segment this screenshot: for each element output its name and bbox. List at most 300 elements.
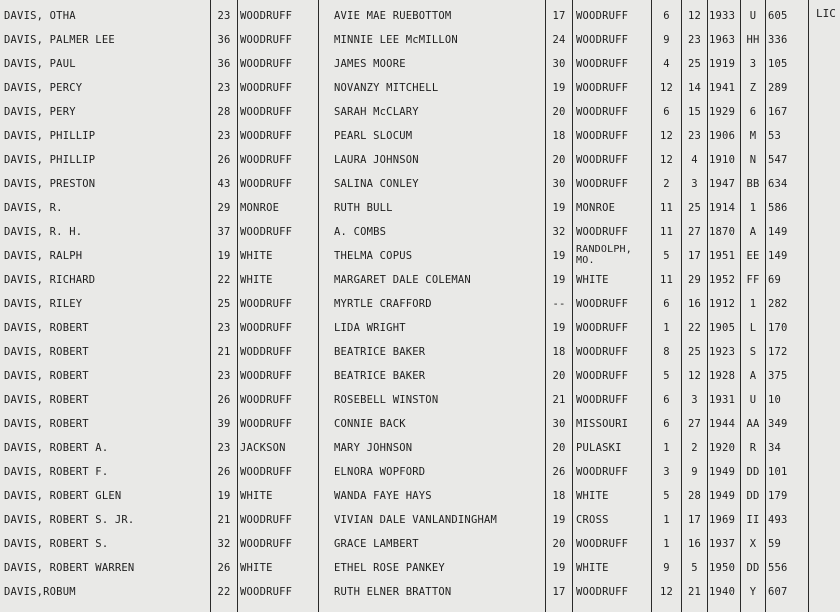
year: 1929 (709, 106, 736, 118)
book: DD (746, 490, 760, 502)
groom-name: DAVIS, R. (4, 202, 63, 214)
bride-age: 19 (552, 274, 566, 286)
book: Z (749, 82, 757, 94)
groom-age: 23 (217, 10, 231, 22)
groom-name: DAVIS, ROBERT WARREN (4, 562, 135, 574)
day: 23 (687, 34, 702, 46)
groom-county: WOODRUFF (240, 58, 293, 70)
groom-name: DAVIS, ROBERT A. (4, 442, 109, 454)
bride-county: WOODRUFF (576, 538, 629, 550)
page: 53 (768, 130, 782, 142)
month: 4 (663, 58, 670, 70)
day: 16 (687, 538, 702, 550)
groom-name: DAVIS, PHILLIP (4, 130, 96, 142)
groom-age: 26 (217, 394, 231, 406)
year: 1910 (709, 154, 736, 166)
bride-county: MONROE (576, 202, 616, 214)
table-row (0, 28, 840, 52)
bride-name: THELMA COPUS (334, 250, 413, 262)
table-row (0, 436, 840, 460)
page: 105 (768, 58, 788, 70)
year: 1944 (709, 418, 736, 430)
table-row (0, 460, 840, 484)
day: 4 (691, 154, 698, 166)
year: 1969 (709, 514, 736, 526)
bride-county: WOODRUFF (576, 322, 629, 334)
bride-county: WOODRUFF (576, 10, 629, 22)
bride-age: 20 (552, 370, 566, 382)
bride-name: ETHEL ROSE PANKEY (334, 562, 445, 574)
month: 1 (663, 322, 670, 334)
table-row (0, 508, 840, 532)
table-row (0, 124, 840, 148)
page: 547 (768, 154, 788, 166)
year: 1931 (709, 394, 736, 406)
page: 375 (768, 370, 788, 382)
bride-age: 20 (552, 442, 566, 454)
month: 6 (663, 10, 670, 22)
groom-name: DAVIS, PERCY (4, 82, 83, 94)
groom-age: 36 (217, 58, 231, 70)
groom-county: WHITE (240, 562, 273, 574)
month: 12 (659, 82, 674, 94)
day: 17 (687, 514, 702, 526)
page: 101 (768, 466, 788, 478)
book: S (749, 346, 757, 358)
page: 289 (768, 82, 788, 94)
bride-name: MARY JOHNSON (334, 442, 413, 454)
month: 8 (663, 346, 670, 358)
bride-name: ELNORA WOPFORD (334, 466, 426, 478)
year: 1914 (709, 202, 736, 214)
bride-age: 18 (552, 130, 566, 142)
month: 5 (663, 490, 670, 502)
page: 179 (768, 490, 788, 502)
day: 27 (687, 226, 702, 238)
bride-name: CONNIE BACK (334, 418, 406, 430)
page: 349 (768, 418, 788, 430)
groom-name: DAVIS, ROBERT (4, 346, 89, 358)
bride-county: WOODRUFF (576, 82, 629, 94)
groom-name: DAVIS, OTHA (4, 10, 76, 22)
groom-county: WOODRUFF (240, 178, 293, 190)
bride-name: VIVIAN DALE VANLANDINGHAM (334, 514, 498, 526)
year: 1949 (709, 490, 736, 502)
book: L (749, 322, 757, 334)
month: 1 (663, 514, 670, 526)
book: R (749, 442, 757, 454)
bride-county: WOODRUFF (576, 106, 629, 118)
year: 1949 (709, 466, 736, 478)
day: 14 (687, 82, 702, 94)
bride-county: WOODRUFF (576, 154, 629, 166)
day: 27 (687, 418, 702, 430)
groom-age: 39 (217, 418, 231, 430)
book: EE (746, 250, 760, 262)
book: A (749, 226, 757, 238)
bride-county: WOODRUFF (576, 178, 629, 190)
bride-age: 32 (552, 226, 566, 238)
year: 1963 (709, 34, 736, 46)
bride-county: WOODRUFF (576, 298, 629, 310)
bride-name: AVIE MAE RUEBOTTOM (334, 10, 452, 22)
groom-age: 21 (217, 514, 231, 526)
page: 149 (768, 226, 788, 238)
bride-age: 24 (552, 34, 566, 46)
book: DD (746, 562, 760, 574)
bride-age: 20 (552, 154, 566, 166)
day: 29 (687, 274, 702, 286)
page: 69 (768, 274, 782, 286)
book: 1 (749, 298, 757, 310)
year: 1905 (709, 322, 736, 334)
groom-county: WODDRUFF (240, 346, 293, 358)
groom-name: DAVIS, ROBERT S. (4, 538, 109, 550)
day: 2 (691, 442, 698, 454)
day: 25 (687, 346, 702, 358)
groom-age: 23 (217, 82, 231, 94)
groom-name: DAVIS, ROBERT (4, 322, 89, 334)
page: 149 (768, 250, 788, 262)
groom-name: DAVIS, ROBERT S. JR. (4, 514, 135, 526)
day: 3 (691, 178, 698, 190)
groom-county: WHITE (240, 490, 273, 502)
bride-county: WOODRUFF (576, 346, 629, 358)
book: BB (746, 178, 760, 190)
bride-age: 20 (552, 538, 566, 550)
bride-name: PEARL SLOCUM (334, 130, 413, 142)
book: N (749, 154, 757, 166)
groom-county: WHITE (240, 274, 273, 286)
groom-county: WOODRUFF (240, 34, 293, 46)
month: 5 (663, 370, 670, 382)
bride-county: WOODRUFF (576, 394, 629, 406)
groom-age: 23 (217, 130, 231, 142)
groom-name: DAVIS, RILEY (4, 298, 83, 310)
bride-county: RANDOLPH, MO. (576, 244, 632, 266)
month: 12 (659, 586, 674, 598)
bride-age: -- (552, 298, 566, 310)
groom-age: 23 (217, 370, 231, 382)
groom-age: 23 (217, 322, 231, 334)
day: 17 (687, 250, 702, 262)
month: 11 (659, 274, 674, 286)
day: 22 (687, 322, 702, 334)
day: 5 (691, 562, 698, 574)
book: M (749, 130, 757, 142)
groom-age: 22 (217, 586, 231, 598)
bride-county: WHITE (576, 274, 609, 286)
year: 1920 (709, 442, 736, 454)
bride-name: MARGARET DALE COLEMAN (334, 274, 471, 286)
groom-age: 36 (217, 34, 231, 46)
groom-county: MONROE (240, 202, 280, 214)
bride-age: 19 (552, 514, 566, 526)
bride-age: 18 (552, 490, 566, 502)
groom-county: WOODRUFF (240, 82, 293, 94)
bride-county: WOODRUFF (576, 58, 629, 70)
table-row (0, 580, 840, 604)
groom-age: 22 (217, 274, 231, 286)
bride-name: A. COMBS (334, 226, 387, 238)
table-row (0, 244, 840, 268)
table-row (0, 172, 840, 196)
day: 25 (687, 202, 702, 214)
month: 5 (663, 250, 670, 262)
groom-name: DAVIS, RICHARD (4, 274, 96, 286)
bride-age: 26 (552, 466, 566, 478)
bride-name: NOVANZY MITCHELL (334, 82, 439, 94)
groom-county: WOODRUFF (240, 130, 293, 142)
page: 34 (768, 442, 782, 454)
bride-county: WOODRUFF (576, 130, 629, 142)
bride-county: WOODRUFF (576, 370, 629, 382)
year: 1947 (709, 178, 736, 190)
month: 11 (659, 226, 674, 238)
day: 28 (687, 490, 702, 502)
page: 172 (768, 346, 788, 358)
page: 634 (768, 178, 788, 190)
book: 3 (749, 58, 757, 70)
groom-name: DAVIS, ROBERT F. (4, 466, 109, 478)
groom-county: WOODRUFF (240, 538, 293, 550)
month: 12 (659, 130, 674, 142)
bride-name: LAURA JOHNSON (334, 154, 419, 166)
groom-age: 26 (217, 154, 231, 166)
page: 605 (768, 10, 788, 22)
bride-name: LIDA WRIGHT (334, 322, 406, 334)
groom-age: 37 (217, 226, 231, 238)
groom-age: 32 (217, 538, 231, 550)
book: AA (746, 418, 760, 430)
bride-name: RUTH ELNER BRATTON (334, 586, 452, 598)
groom-name: DAVIS,ROBUM (4, 586, 76, 598)
groom-age: 19 (217, 490, 231, 502)
bride-name: SARAH McCLARY (334, 106, 419, 118)
groom-age: 28 (217, 106, 231, 118)
month: 1 (663, 538, 670, 550)
bride-age: 21 (552, 394, 566, 406)
month: 2 (663, 178, 670, 190)
table-row (0, 388, 840, 412)
groom-county: WOODRUFF (240, 418, 293, 430)
bride-county: WOODRUFF (576, 226, 629, 238)
month: 12 (659, 154, 674, 166)
bride-county: PULASKI (576, 442, 622, 454)
year: 1923 (709, 346, 736, 358)
bride-age: 17 (552, 10, 566, 22)
month: 6 (663, 394, 670, 406)
book: II (746, 514, 760, 526)
bride-county: CROSS (576, 514, 609, 526)
groom-county: JACKSON (240, 442, 286, 454)
year: 1952 (709, 274, 736, 286)
table-row (0, 100, 840, 124)
groom-age: 29 (217, 202, 231, 214)
groom-county: WOODRUFF (240, 226, 293, 238)
groom-name: DAVIS, ROBERT (4, 370, 89, 382)
day: 12 (687, 10, 702, 22)
bride-name: BEATRICE BAKER (334, 346, 426, 358)
table-row (0, 556, 840, 580)
month: 6 (663, 418, 670, 430)
groom-county: WOODRUFF (240, 154, 293, 166)
day: 9 (691, 466, 698, 478)
table-row (0, 52, 840, 76)
groom-name: DAVIS, PAUL (4, 58, 76, 70)
month: 6 (663, 298, 670, 310)
groom-county: WOODRUFF (240, 466, 293, 478)
table-row (0, 340, 840, 364)
groom-age: 26 (217, 562, 231, 574)
groom-county: WOODRUFF (240, 298, 293, 310)
table-row (0, 196, 840, 220)
month: 3 (663, 466, 670, 478)
bride-name: ROSEBELL WINSTON (334, 394, 439, 406)
groom-age: 43 (217, 178, 231, 190)
bride-age: 30 (552, 58, 566, 70)
bride-age: 19 (552, 562, 566, 574)
year: 1919 (709, 58, 736, 70)
year: 1940 (709, 586, 736, 598)
year: 1941 (709, 82, 736, 94)
table-row (0, 292, 840, 316)
page: 10 (768, 394, 782, 406)
year: 1950 (709, 562, 736, 574)
groom-name: DAVIS, ROBERT (4, 394, 89, 406)
bride-county: WHITE (576, 562, 609, 574)
groom-age: 26 (217, 466, 231, 478)
groom-county: WOODRUFF (240, 514, 293, 526)
book: 1 (749, 202, 757, 214)
bride-county: WOODRUFF (576, 466, 629, 478)
month: 9 (663, 562, 670, 574)
table-row (0, 4, 840, 28)
table-row (0, 484, 840, 508)
book: 6 (749, 106, 757, 118)
table-row (0, 268, 840, 292)
day: 16 (687, 298, 702, 310)
bride-age: 19 (552, 250, 566, 262)
book: FF (746, 274, 760, 286)
day: 15 (687, 106, 702, 118)
year: 1937 (709, 538, 736, 550)
year: 1928 (709, 370, 736, 382)
bride-name: JAMES MOORE (334, 58, 406, 70)
groom-age: 25 (217, 298, 231, 310)
groom-name: DAVIS, PALMER LEE (4, 34, 115, 46)
groom-county: WOODRUFF (240, 370, 293, 382)
bride-name: MINNIE LEE McMILLON (334, 34, 458, 46)
bride-name: SALINA CONLEY (334, 178, 419, 190)
groom-name: DAVIS, RALPH (4, 250, 83, 262)
page: 167 (768, 106, 788, 118)
table-row (0, 148, 840, 172)
bride-name: BEATRICE BAKER (334, 370, 426, 382)
page: 493 (768, 514, 788, 526)
page: 556 (768, 562, 788, 574)
bride-age: 19 (552, 82, 566, 94)
bride-age: 18 (552, 346, 566, 358)
table-row (0, 76, 840, 100)
day: 25 (687, 58, 702, 70)
page: 586 (768, 202, 788, 214)
bride-age: 30 (552, 418, 566, 430)
page: 59 (768, 538, 782, 550)
bride-age: 20 (552, 106, 566, 118)
month: 9 (663, 34, 670, 46)
bride-county: MISSOURI (576, 418, 629, 430)
bride-name: WANDA FAYE HAYS (334, 490, 432, 502)
book: U (749, 394, 757, 406)
year: 1906 (709, 130, 736, 142)
groom-county: WHITE (240, 250, 273, 262)
groom-age: 19 (217, 250, 231, 262)
groom-name: DAVIS, ROBERT (4, 418, 89, 430)
bride-name: RUTH BULL (334, 202, 393, 214)
groom-name: DAVIS, ROBERT GLEN (4, 490, 122, 502)
day: 3 (691, 394, 698, 406)
groom-age: 23 (217, 442, 231, 454)
year: 1870 (709, 226, 736, 238)
bride-county: WOODRUFF (576, 586, 629, 598)
bride-name: MYRTLE CRAFFORD (334, 298, 432, 310)
page: 607 (768, 586, 788, 598)
groom-county: WOODRUFF (240, 106, 293, 118)
month: 11 (659, 202, 674, 214)
month: 6 (663, 106, 670, 118)
page: 282 (768, 298, 788, 310)
month: 1 (663, 442, 670, 454)
table-row (0, 412, 840, 436)
bride-county: WHITE (576, 490, 609, 502)
table-row (0, 364, 840, 388)
year: 1912 (709, 298, 736, 310)
groom-name: DAVIS, PRESTON (4, 178, 96, 190)
book: U (749, 10, 757, 22)
table-row (0, 316, 840, 340)
bride-name: GRACE LAMBERT (334, 538, 419, 550)
table-row (0, 532, 840, 556)
book: HH (746, 34, 760, 46)
lic-header: LIC (816, 7, 836, 20)
bride-age: 17 (552, 586, 566, 598)
groom-name: DAVIS, PERY (4, 106, 76, 118)
bride-age: 19 (552, 202, 566, 214)
book: DD (746, 466, 760, 478)
bride-age: 30 (552, 178, 566, 190)
groom-age: 21 (217, 346, 231, 358)
groom-county: WOODRUFF (240, 322, 293, 334)
table-row (0, 220, 840, 244)
year: 1933 (709, 10, 736, 22)
day: 21 (687, 586, 702, 598)
bride-county: WOODRUFF (576, 34, 629, 46)
book: Y (749, 586, 757, 598)
page: 336 (768, 34, 788, 46)
groom-county: WOODRUFF (240, 394, 293, 406)
day: 12 (687, 370, 702, 382)
day: 23 (687, 130, 702, 142)
groom-name: DAVIS, R. H. (4, 226, 83, 238)
page: 170 (768, 322, 788, 334)
groom-county: WOODRUFF (240, 586, 293, 598)
groom-name: DAVIS, PHILLIP (4, 154, 96, 166)
book: A (749, 370, 757, 382)
book: X (749, 538, 757, 550)
bride-age: 19 (552, 322, 566, 334)
year: 1951 (709, 250, 736, 262)
